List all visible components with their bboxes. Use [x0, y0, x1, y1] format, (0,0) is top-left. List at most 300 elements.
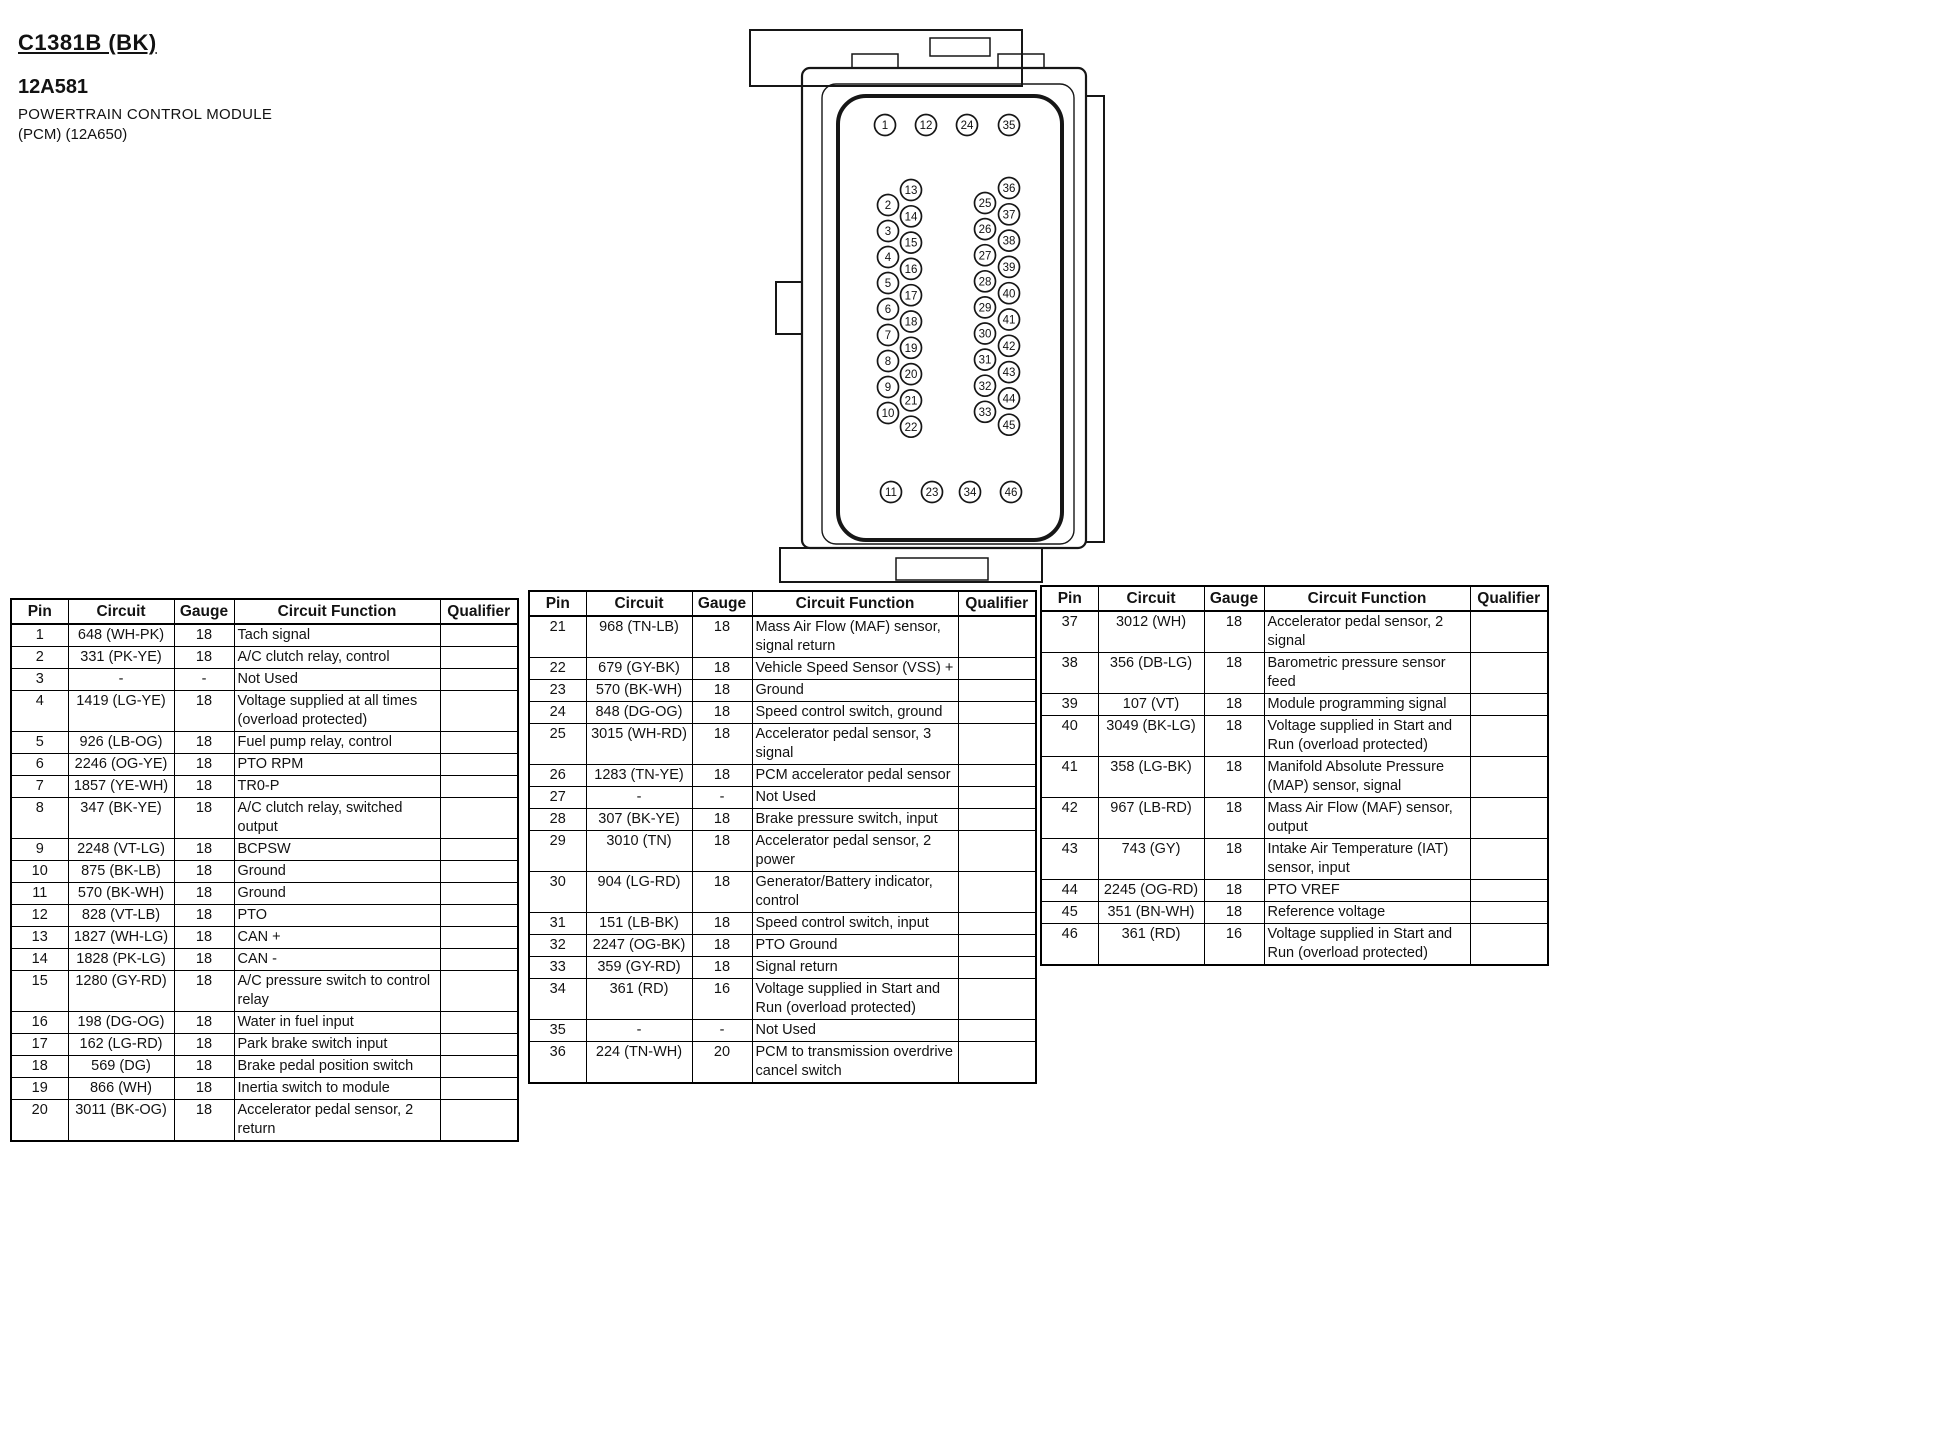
- table-row: [529, 702, 1036, 724]
- pin-number-38: 38: [1002, 235, 1016, 248]
- cell-qualifier: [1470, 694, 1548, 716]
- cell-qualifier: [958, 913, 1036, 935]
- cell-qualifier: [440, 732, 518, 754]
- cell-function: PCM to transmission overdrive cancel switch: [752, 1042, 958, 1084]
- cell-function: Not Used: [234, 669, 440, 691]
- cell-circuit: 361 (RD): [586, 979, 692, 1020]
- pinout-table-3-wrap: [1040, 585, 1543, 966]
- cell-pin: 7: [11, 776, 68, 798]
- cell-pin: 27: [529, 787, 586, 809]
- cell-function: Module programming signal: [1264, 694, 1470, 716]
- cell-qualifier: [1470, 880, 1548, 902]
- pinout-table: [1040, 585, 1549, 966]
- pin-number-30: 30: [978, 328, 992, 341]
- pin-number-39: 39: [1002, 262, 1016, 275]
- cell-pin: 35: [529, 1020, 586, 1042]
- cell-gauge: 18: [692, 957, 752, 979]
- cell-circuit: 1280 (GY-RD): [68, 971, 174, 1012]
- cell-gauge: -: [692, 1020, 752, 1042]
- cell-qualifier: [440, 949, 518, 971]
- cell-gauge: 18: [174, 776, 234, 798]
- pin-number-9: 9: [884, 382, 892, 395]
- table-row: [529, 1042, 1036, 1084]
- cell-pin: 3: [11, 669, 68, 691]
- cell-gauge: 18: [174, 647, 234, 669]
- table-row: [529, 1020, 1036, 1042]
- cell-function: Accelerator pedal sensor, 3 signal: [752, 724, 958, 765]
- cell-gauge: 18: [1204, 798, 1264, 839]
- pin-number-43: 43: [1002, 367, 1016, 380]
- cell-pin: 33: [529, 957, 586, 979]
- pin-number-18: 18: [904, 316, 918, 329]
- cell-function: Voltage supplied in Start and Run (overload protected): [1264, 716, 1470, 757]
- cell-function: Ground: [752, 680, 958, 702]
- cell-circuit: 359 (GY-RD): [586, 957, 692, 979]
- table-row: [11, 949, 518, 971]
- cell-qualifier: [958, 872, 1036, 913]
- cell-function: Voltage supplied in Start and Run (overload protected): [1264, 924, 1470, 966]
- cell-gauge: 18: [174, 691, 234, 732]
- column-header: Circuit Function: [1264, 586, 1470, 611]
- cell-function: Park brake switch input: [234, 1034, 440, 1056]
- cell-function: PCM accelerator pedal sensor: [752, 765, 958, 787]
- pin-number-44: 44: [1002, 393, 1016, 406]
- table-row: [1041, 924, 1548, 966]
- table-row: [11, 732, 518, 754]
- column-header: Gauge: [1204, 586, 1264, 611]
- cell-pin: 23: [529, 680, 586, 702]
- pin-number-31: 31: [978, 354, 992, 367]
- table-row: [529, 831, 1036, 872]
- cell-circuit: 358 (LG-BK): [1098, 757, 1204, 798]
- cell-pin: 20: [11, 1100, 68, 1142]
- cell-pin: 8: [11, 798, 68, 839]
- cell-gauge: 18: [1204, 902, 1264, 924]
- pin-number-37: 37: [1002, 209, 1016, 222]
- connector-inner-outline: [822, 84, 1074, 544]
- cell-gauge: 18: [174, 839, 234, 861]
- cell-circuit: 2248 (VT-LG): [68, 839, 174, 861]
- cell-circuit: 875 (BK-LB): [68, 861, 174, 883]
- cell-qualifier: [958, 616, 1036, 658]
- table-row: [11, 905, 518, 927]
- pin-number-24: 24: [960, 120, 974, 133]
- cell-gauge: 18: [174, 971, 234, 1012]
- cell-pin: 32: [529, 935, 586, 957]
- cell-circuit: 3015 (WH-RD): [586, 724, 692, 765]
- cell-qualifier: [958, 787, 1036, 809]
- cell-qualifier: [440, 1100, 518, 1142]
- connector-diagram: [0, 0, 1944, 600]
- cell-qualifier: [1470, 798, 1548, 839]
- column-header: Qualifier: [958, 591, 1036, 616]
- cell-function: Speed control switch, input: [752, 913, 958, 935]
- cell-qualifier: [958, 809, 1036, 831]
- cell-pin: 43: [1041, 839, 1098, 880]
- cell-pin: 24: [529, 702, 586, 724]
- cell-function: Barometric pressure sensor feed: [1264, 653, 1470, 694]
- cell-qualifier: [1470, 924, 1548, 966]
- pin-number-41: 41: [1002, 314, 1016, 327]
- cell-pin: 36: [529, 1042, 586, 1084]
- cell-gauge: 18: [1204, 839, 1264, 880]
- cell-pin: 30: [529, 872, 586, 913]
- column-header: Circuit Function: [234, 599, 440, 624]
- cell-circuit: 968 (TN-LB): [586, 616, 692, 658]
- table-row: [11, 1034, 518, 1056]
- pin-number-33: 33: [978, 406, 992, 419]
- cell-qualifier: [958, 979, 1036, 1020]
- pin-number-5: 5: [884, 278, 892, 291]
- connector-id: C1381B (BK): [18, 30, 157, 55]
- table-row: [529, 787, 1036, 809]
- table-row: [11, 798, 518, 839]
- pin-number-22: 22: [904, 421, 918, 434]
- cell-circuit: -: [586, 787, 692, 809]
- cell-pin: 21: [529, 616, 586, 658]
- cell-gauge: 18: [692, 702, 752, 724]
- cell-pin: 12: [11, 905, 68, 927]
- table-row: [11, 669, 518, 691]
- table-row: [529, 765, 1036, 787]
- table-row: [11, 971, 518, 1012]
- pin-number-3: 3: [884, 226, 892, 239]
- cell-qualifier: [440, 776, 518, 798]
- cell-circuit: 331 (PK-YE): [68, 647, 174, 669]
- connector-top-tab-center: [930, 38, 990, 56]
- table-row: [1041, 902, 1548, 924]
- table-header-row: [529, 591, 1036, 616]
- pin-number-20: 20: [904, 369, 918, 382]
- table-row: [529, 680, 1036, 702]
- cell-qualifier: [440, 754, 518, 776]
- cell-function: Vehicle Speed Sensor (VSS) +: [752, 658, 958, 680]
- cell-circuit: 828 (VT-LB): [68, 905, 174, 927]
- cell-gauge: 18: [692, 680, 752, 702]
- cell-function: Ground: [234, 883, 440, 905]
- cell-function: Brake pressure switch, input: [752, 809, 958, 831]
- cell-function: Mass Air Flow (MAF) sensor, signal return: [752, 616, 958, 658]
- cell-gauge: 18: [692, 724, 752, 765]
- pin-number-19: 19: [904, 342, 918, 355]
- pinout-table: [528, 590, 1037, 1084]
- pin-number-46: 46: [1004, 487, 1018, 500]
- table-row: [1041, 880, 1548, 902]
- cell-circuit: 569 (DG): [68, 1056, 174, 1078]
- cell-function: Intake Air Temperature (IAT) sensor, input: [1264, 839, 1470, 880]
- cell-qualifier: [958, 765, 1036, 787]
- cell-pin: 44: [1041, 880, 1098, 902]
- cell-gauge: 18: [174, 624, 234, 647]
- cell-function: Inertia switch to module: [234, 1078, 440, 1100]
- cell-function: Voltage supplied at all times (overload protected): [234, 691, 440, 732]
- table-row: [11, 1100, 518, 1142]
- cell-pin: 40: [1041, 716, 1098, 757]
- pin-number-6: 6: [884, 304, 892, 317]
- cell-pin: 31: [529, 913, 586, 935]
- table-row: [1041, 839, 1548, 880]
- pin-number-1: 1: [881, 120, 889, 133]
- connector-left-tab: [776, 282, 802, 334]
- cell-function: PTO: [234, 905, 440, 927]
- cell-function: BCPSW: [234, 839, 440, 861]
- pin-number-16: 16: [904, 264, 918, 277]
- table-row: [1041, 757, 1548, 798]
- column-header: Gauge: [692, 591, 752, 616]
- cell-pin: 17: [11, 1034, 68, 1056]
- cell-gauge: 18: [174, 798, 234, 839]
- table-row: [1041, 611, 1548, 653]
- pin-number-8: 8: [884, 356, 892, 369]
- table-row: [529, 913, 1036, 935]
- cell-qualifier: [440, 1034, 518, 1056]
- cell-pin: 41: [1041, 757, 1098, 798]
- cell-qualifier: [958, 957, 1036, 979]
- cell-qualifier: [440, 647, 518, 669]
- cell-function: TR0-P: [234, 776, 440, 798]
- cell-circuit: 2247 (OG-BK): [586, 935, 692, 957]
- cell-qualifier: [440, 691, 518, 732]
- pin-number-23: 23: [925, 487, 939, 500]
- cell-pin: 42: [1041, 798, 1098, 839]
- cell-circuit: 307 (BK-YE): [586, 809, 692, 831]
- pin-number-13: 13: [904, 185, 918, 198]
- cell-circuit: 1827 (WH-LG): [68, 927, 174, 949]
- cell-pin: 13: [11, 927, 68, 949]
- cell-function: Accelerator pedal sensor, 2 power: [752, 831, 958, 872]
- cell-gauge: 16: [692, 979, 752, 1020]
- cell-circuit: 351 (BN-WH): [1098, 902, 1204, 924]
- table-row: [11, 1056, 518, 1078]
- cell-function: Water in fuel input: [234, 1012, 440, 1034]
- cell-gauge: 18: [692, 616, 752, 658]
- cell-pin: 28: [529, 809, 586, 831]
- pin-number-45: 45: [1002, 419, 1016, 432]
- cell-gauge: 18: [1204, 757, 1264, 798]
- pin-number-21: 21: [904, 395, 918, 408]
- cell-qualifier: [1470, 902, 1548, 924]
- table-row: [1041, 798, 1548, 839]
- pin-number-25: 25: [978, 198, 992, 211]
- column-header: Circuit: [586, 591, 692, 616]
- cell-pin: 19: [11, 1078, 68, 1100]
- cell-function: Signal return: [752, 957, 958, 979]
- table-row: [1041, 716, 1548, 757]
- cell-circuit: 151 (LB-BK): [586, 913, 692, 935]
- cell-qualifier: [440, 927, 518, 949]
- table-row: [529, 658, 1036, 680]
- cell-qualifier: [440, 883, 518, 905]
- cell-circuit: 3049 (BK-LG): [1098, 716, 1204, 757]
- cell-qualifier: [1470, 611, 1548, 653]
- cell-gauge: 18: [692, 809, 752, 831]
- cell-function: Fuel pump relay, control: [234, 732, 440, 754]
- cell-pin: 46: [1041, 924, 1098, 966]
- pin-number-28: 28: [978, 276, 992, 289]
- cell-qualifier: [958, 1020, 1036, 1042]
- cell-pin: 34: [529, 979, 586, 1020]
- cell-gauge: 18: [174, 1056, 234, 1078]
- cell-circuit: 679 (GY-BK): [586, 658, 692, 680]
- cell-circuit: 2246 (OG-YE): [68, 754, 174, 776]
- cell-qualifier: [440, 669, 518, 691]
- cell-pin: 9: [11, 839, 68, 861]
- column-header: Qualifier: [440, 599, 518, 624]
- pin-number-12: 12: [919, 120, 933, 133]
- table-row: [11, 647, 518, 669]
- cell-function: Mass Air Flow (MAF) sensor, output: [1264, 798, 1470, 839]
- cell-qualifier: [440, 971, 518, 1012]
- module-ref: (PCM) (12A650): [18, 126, 128, 143]
- part-number: 12A581: [18, 76, 89, 98]
- cell-function: Generator/Battery indicator, control: [752, 872, 958, 913]
- cell-gauge: 18: [174, 883, 234, 905]
- cell-circuit: 967 (LB-RD): [1098, 798, 1204, 839]
- cell-circuit: 3010 (TN): [586, 831, 692, 872]
- cell-gauge: 18: [692, 831, 752, 872]
- cell-qualifier: [958, 702, 1036, 724]
- table-row: [11, 776, 518, 798]
- cell-function: PTO RPM: [234, 754, 440, 776]
- cell-function: Ground: [234, 861, 440, 883]
- table-header-row: [1041, 586, 1548, 611]
- cell-gauge: 18: [174, 732, 234, 754]
- cell-qualifier: [958, 831, 1036, 872]
- pin-number-29: 29: [978, 302, 992, 315]
- cell-gauge: 18: [174, 1078, 234, 1100]
- cell-qualifier: [958, 680, 1036, 702]
- cell-circuit: 743 (GY): [1098, 839, 1204, 880]
- cell-qualifier: [1470, 839, 1548, 880]
- column-header: Pin: [1041, 586, 1098, 611]
- cell-circuit: 361 (RD): [1098, 924, 1204, 966]
- cell-pin: 38: [1041, 653, 1098, 694]
- pin-number-36: 36: [1002, 183, 1016, 196]
- pin-number-2: 2: [884, 200, 892, 213]
- pin-number-7: 7: [884, 330, 892, 343]
- cell-qualifier: [440, 798, 518, 839]
- cell-circuit: 224 (TN-WH): [586, 1042, 692, 1084]
- cell-function: Not Used: [752, 787, 958, 809]
- table-row: [11, 883, 518, 905]
- cell-circuit: 570 (BK-WH): [68, 883, 174, 905]
- cell-circuit: 107 (VT): [1098, 694, 1204, 716]
- connector-top-tab-left: [852, 54, 898, 68]
- table-row: [11, 1078, 518, 1100]
- pin-number-40: 40: [1002, 288, 1016, 301]
- cell-function: Speed control switch, ground: [752, 702, 958, 724]
- table-row: [1041, 653, 1548, 694]
- cell-qualifier: [1470, 716, 1548, 757]
- table-row: [529, 616, 1036, 658]
- cell-gauge: 18: [1204, 880, 1264, 902]
- pin-number-17: 17: [904, 290, 918, 303]
- connector-right-bracket: [1086, 96, 1104, 542]
- cell-pin: 45: [1041, 902, 1098, 924]
- cell-qualifier: [440, 1012, 518, 1034]
- connector-housing-body: [802, 68, 1086, 548]
- column-header: Pin: [11, 599, 68, 624]
- pinout-table: [10, 598, 519, 1142]
- connector-bottom-flange: [780, 548, 1042, 582]
- cell-function: PTO VREF: [1264, 880, 1470, 902]
- cell-pin: 6: [11, 754, 68, 776]
- column-header: Pin: [529, 591, 586, 616]
- cell-circuit: 848 (DG-OG): [586, 702, 692, 724]
- cell-circuit: -: [68, 669, 174, 691]
- table-row: [11, 1012, 518, 1034]
- cell-qualifier: [958, 658, 1036, 680]
- cell-qualifier: [440, 624, 518, 647]
- cell-qualifier: [958, 935, 1036, 957]
- cell-function: Voltage supplied in Start and Run (overload protected): [752, 979, 958, 1020]
- cell-function: Reference voltage: [1264, 902, 1470, 924]
- cell-pin: 25: [529, 724, 586, 765]
- cell-qualifier: [958, 724, 1036, 765]
- cell-gauge: 18: [174, 905, 234, 927]
- table-row: [11, 624, 518, 647]
- cell-function: CAN +: [234, 927, 440, 949]
- cell-pin: 2: [11, 647, 68, 669]
- cell-gauge: 18: [174, 861, 234, 883]
- cell-gauge: 18: [692, 872, 752, 913]
- cell-gauge: 18: [1204, 611, 1264, 653]
- cell-circuit: 1283 (TN-YE): [586, 765, 692, 787]
- cell-qualifier: [1470, 653, 1548, 694]
- cell-circuit: 866 (WH): [68, 1078, 174, 1100]
- pin-number-4: 4: [884, 252, 892, 265]
- column-header: Circuit Function: [752, 591, 958, 616]
- cell-circuit: 570 (BK-WH): [586, 680, 692, 702]
- cell-gauge: 18: [1204, 694, 1264, 716]
- pin-number-32: 32: [978, 380, 992, 393]
- cell-function: A/C pressure switch to control relay: [234, 971, 440, 1012]
- cell-function: PTO Ground: [752, 935, 958, 957]
- module-name: POWERTRAIN CONTROL MODULE: [18, 106, 273, 123]
- cell-circuit: 347 (BK-YE): [68, 798, 174, 839]
- cell-circuit: 2245 (OG-RD): [1098, 880, 1204, 902]
- cell-pin: 16: [11, 1012, 68, 1034]
- cell-pin: 18: [11, 1056, 68, 1078]
- pin-number-42: 42: [1002, 340, 1016, 353]
- cell-gauge: 20: [692, 1042, 752, 1084]
- cell-gauge: 18: [174, 1034, 234, 1056]
- cell-circuit: -: [586, 1020, 692, 1042]
- table-row: [529, 935, 1036, 957]
- column-header: Qualifier: [1470, 586, 1548, 611]
- cell-circuit: 1828 (PK-LG): [68, 949, 174, 971]
- cell-function: A/C clutch relay, switched output: [234, 798, 440, 839]
- cell-gauge: 18: [692, 658, 752, 680]
- cell-circuit: 3011 (BK-OG): [68, 1100, 174, 1142]
- cell-gauge: 16: [1204, 924, 1264, 966]
- table-row: [1041, 694, 1548, 716]
- column-header: Gauge: [174, 599, 234, 624]
- cell-gauge: 18: [1204, 653, 1264, 694]
- cell-pin: 5: [11, 732, 68, 754]
- pin-number-34: 34: [963, 487, 977, 500]
- pinout-table-2-wrap: [528, 590, 1033, 1084]
- cell-pin: 14: [11, 949, 68, 971]
- cell-gauge: 18: [174, 1100, 234, 1142]
- cell-circuit: 356 (DB-LG): [1098, 653, 1204, 694]
- cell-qualifier: [440, 861, 518, 883]
- cell-pin: 10: [11, 861, 68, 883]
- pin-number-15: 15: [904, 237, 918, 250]
- pin-number-26: 26: [978, 224, 992, 237]
- cell-pin: 22: [529, 658, 586, 680]
- table-row: [529, 957, 1036, 979]
